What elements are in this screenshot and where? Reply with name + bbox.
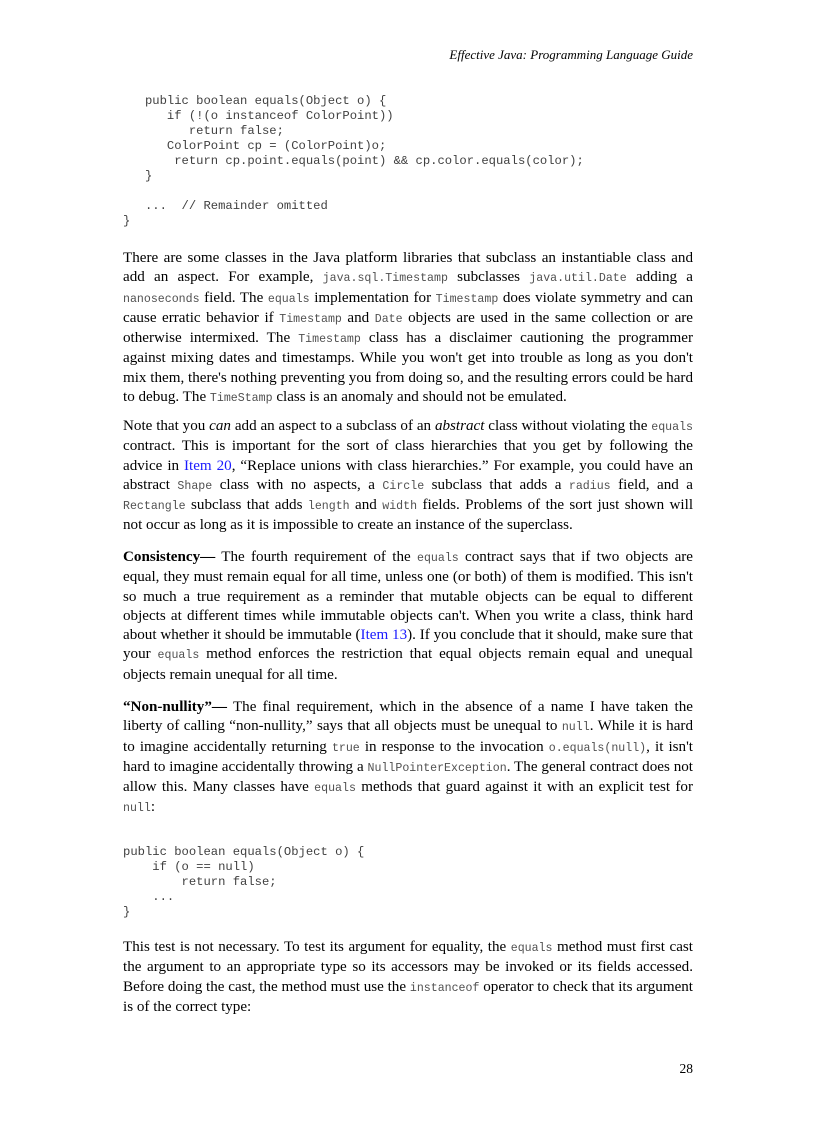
- inline-code: nanoseconds: [123, 292, 200, 306]
- code-line: ... // Remainder omitted: [123, 199, 328, 213]
- paragraph-non-nullity: “Non-nullity”— The final requirement, which in the absence of a name I have taken the liberty of calling “non-nullity,” says that all objects must be unequal to null. While it is hard to imagine accidentally returning true in response to the invocation o.equals(null), it isn't hard to imagine accidentally throwing a NullPointerException. The general contract does not allow this. Many classes have equals methods that guard against it with an explicit test for null:: [123, 699, 693, 816]
- inline-code: instanceof: [409, 981, 480, 995]
- term-non-nullity: “Non-nullity”—: [123, 699, 227, 715]
- emphasis: abstract: [434, 418, 485, 434]
- code-line: ColorPoint cp = (ColorPoint)o;: [123, 139, 387, 153]
- code-line: public boolean equals(Object o) {: [123, 845, 365, 859]
- page-number: 28: [679, 1061, 693, 1076]
- item-13-link[interactable]: Item 13: [360, 627, 408, 644]
- emphasis: can: [209, 418, 231, 434]
- inline-code: Circle: [382, 479, 425, 493]
- inline-code: Timestamp: [435, 292, 499, 306]
- paragraph-consistency: Consistency— The fourth requirement of the equals contract says that if two objects are equal, they must remain equal for all time, unless one (or both) of them is modified. This isn't so much a true requirement as a reminder that mutable objects can be equal to different objects at different times while immutable objects can't. When you write a class, think hard about whether it should be immutable (Item 13). If you conclude that it should, make sure that your equals method enforces the restriction that equal objects remain equal and unequal objects remain unequal for all time.: [123, 549, 694, 683]
- inline-code: equals: [157, 649, 200, 663]
- paragraph-instanceof: This test is not necessary. To test its argument for equality, the equals method must first cast the argument to an appropriate type so its accessors may be invoked or its fields accessed. Before doing the cast, the method must use the instanceof operator to check that its argument is of the correct type:: [123, 939, 694, 1015]
- inline-code: width: [382, 500, 418, 514]
- inline-code: Date: [374, 312, 403, 326]
- code-line: public boolean equals(Object o) {: [123, 94, 387, 108]
- inline-code: radius: [568, 479, 611, 493]
- code-line: }: [123, 169, 153, 183]
- paragraph-abstract-aspect: Note that you can add an aspect to a subclass of an abstract class without violating the equals contract. This is important for the sort of class hierarchies that you get by following the advice in Item 20, “Replace unions with class hierarchies.” For example, you could have an abstract Shape class with no aspects, a Circle subclass that adds a radius field, and a Rectangle subclass that adds length and width fields. Problems of the sort just shown will not occur as long as it is impossible to create an instance of the superclass.: [123, 418, 694, 534]
- code-line: if (!(o instanceof ColorPoint)): [123, 109, 394, 123]
- inline-code: equals: [314, 782, 356, 796]
- code-block-equals-colorpoint: [123, 94, 584, 229]
- code-line: return false;: [123, 124, 284, 138]
- code-line: }: [123, 905, 131, 919]
- inline-code: java.util.Date: [529, 272, 627, 286]
- inline-code: length: [307, 500, 350, 514]
- code-line: return cp.point.equals(point) && cp.color.equals(color);: [123, 154, 584, 168]
- inline-code: equals: [416, 552, 459, 565]
- inline-code: o.equals(null): [548, 741, 647, 755]
- code-line: ...: [123, 890, 175, 904]
- code-line: return false;: [123, 875, 277, 889]
- inline-code: NullPointerException: [367, 761, 507, 775]
- code-line: }: [123, 214, 131, 228]
- inline-code: true: [331, 741, 360, 755]
- inline-code: equals: [651, 421, 694, 434]
- item-20-link[interactable]: Item 20: [184, 457, 232, 474]
- running-header: Effective Java: Programming Language Guide: [449, 47, 693, 62]
- paragraph-timestamp: There are some classes in the Java platform libraries that subclass an instantiable class and add an aspect. For example, java.sql.Timestamp subclasses java.util.Date adding a nanoseconds field. The equals implementation for Timestamp does violate symmetry and can cause erratic behavior if Timestamp and Date objects are used in the same collection or are otherwise intermixed. The Timestamp class has a disclaimer cautioning the programmer against mixing dates and timestamps. While you won't get into trouble as long as you don't mix them, there's nothing preventing you from doing so, and the resulting errors could be hard to debug. The TimeStamp class is an anomaly and should not be emulated.: [123, 250, 693, 406]
- inline-code: Rectangle: [123, 500, 186, 514]
- inline-code: null: [561, 721, 590, 735]
- term-consistency: Consistency—: [123, 549, 216, 565]
- inline-code: equals: [267, 292, 310, 306]
- code-line: if (o == null): [123, 860, 255, 874]
- inline-code: null: [123, 802, 151, 816]
- inline-code: java.sql.Timestamp: [322, 272, 448, 286]
- inline-code: TimeStamp: [209, 392, 273, 406]
- code-block-null-check: [123, 845, 364, 920]
- inline-code: Timestamp: [298, 333, 361, 347]
- inline-code: Shape: [177, 479, 213, 493]
- inline-code: Timestamp: [279, 312, 342, 326]
- inline-code: equals: [510, 942, 553, 955]
